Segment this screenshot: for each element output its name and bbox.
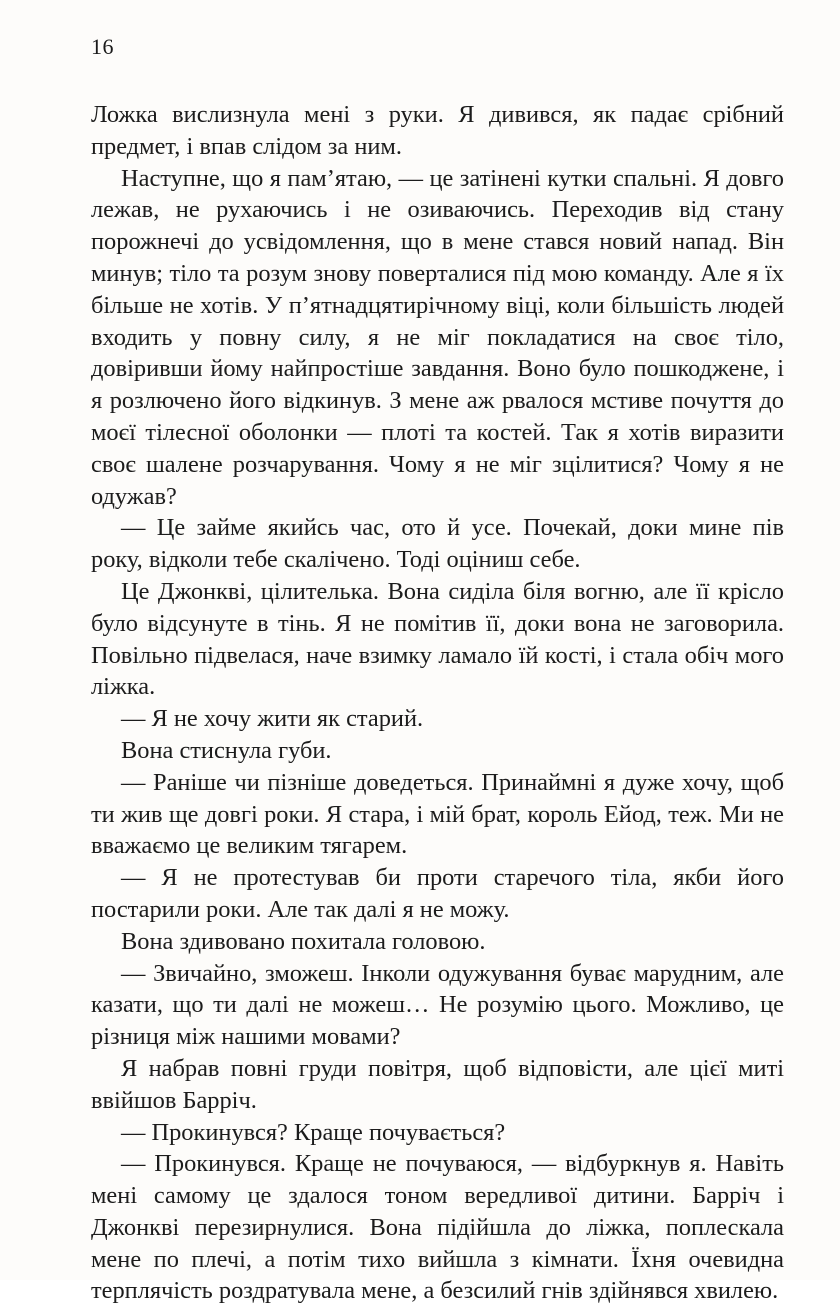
paragraph-10: — Звичайно, зможеш. Інколи одужування буває марудним, але казати, що ти далі не можеш… Не розумію цього. Можливо, це різниця між нашими мовами? bbox=[91, 959, 784, 1051]
paragraph-2: Наступне, що я пам’ятаю, — це затінені кутки спальні. Я довго лежав, не рухаючись і не озиваючись. Переходив від стану порожнечі до усвідомлення, що в мене стався новий напад. Він минув; тіло та розум знову поверталися під мою команду. Але я їх більше не хотів. У п’ятнадцятирічному віці, коли більшість людей входить у повну силу, я не міг покладатися на своє тіло, довіривши йому найпростіше завдання. Воно було пошкоджене, і я розлючено його відкинув. З мене аж рвалося мстиве почуття до моєї тілесної оболонки — плоті та костей. Так я хотів виразити своє шалене розчарування. Чому я не міг зцілитися? Чому я не одужав? bbox=[91, 164, 784, 510]
paragraph-6: Вона стиснула губи. bbox=[121, 736, 332, 764]
paragraph-12: — Прокинувся? Краще почувається? bbox=[121, 1118, 506, 1146]
paragraph-4: Це Джонкві, цілителька. Вона сиділа біля вогню, але її крісло було відсунуте в тінь. Я не помітив її, доки вона не заговорила. Повільно підвелася, наче взимку ламало їй кості, і стала обіч мого ліжка. bbox=[91, 577, 784, 701]
paragraph-1: Ложка вислизнула мені з руки. Я дивився, як падає срібний предмет, і впав слідом за ним. bbox=[91, 101, 784, 160]
paragraph-9: Вона здивовано похитала головою. bbox=[121, 927, 486, 955]
paragraph-11: Я набрав повні груди повітря, щоб відповісти, але цієї миті ввійшов Барріч. bbox=[91, 1054, 784, 1114]
paragraph-7: — Раніше чи пізніше доведеться. Принаймні я дуже хочу, щоб ти жив ще довгі роки. Я стара, і мій брат, король Ейод, теж. Ми не вважаємо це великим тягарем. bbox=[91, 768, 784, 860]
paragraph-8: — Я не протестував би проти старечого тіла, якби його постарили роки. Але так далі я не можу. bbox=[91, 864, 784, 923]
paragraph-13: — Прокинувся. Краще не почуваюся, — відбуркнув я. Навіть мені самому це здалося тоном вередливої дитини. Барріч і Джонкві перезирнулися. Вона підійшла до ліжка, поплескала мене по плечі, а потім тихо вийшла з кімнати. Їхня очевидна терплячість роздратувала мене, а безсилий гнів здійнявся хвилею. bbox=[91, 1150, 784, 1305]
text-body bbox=[91, 99, 784, 1307]
paragraph-3: — Це займе якийсь час, ото й усе. Почекай, доки мине пів року, відколи тебе скалічено. Тоді оціниш себе. bbox=[91, 514, 784, 574]
paragraph-5: — Я не хочу жити як старий. bbox=[121, 705, 424, 733]
page-number: 16 bbox=[91, 34, 114, 59]
